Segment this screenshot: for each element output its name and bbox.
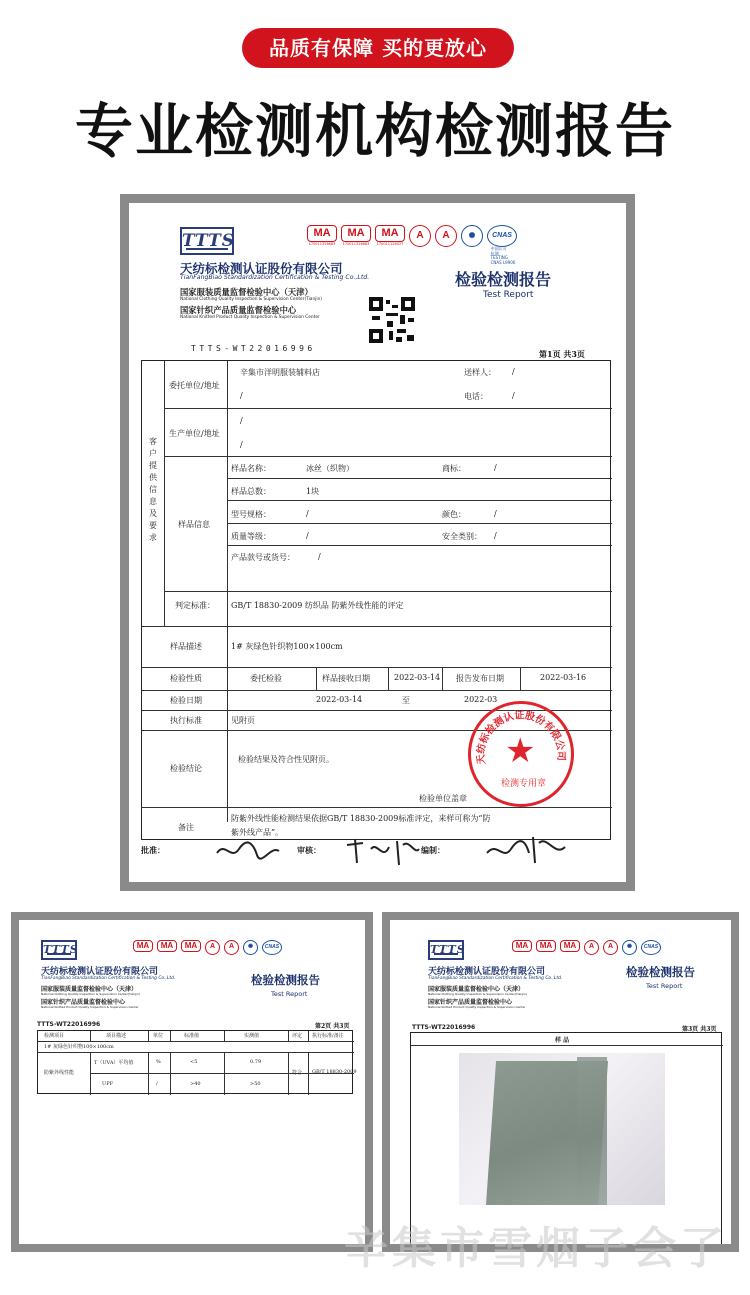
cma-badge: MA [181,940,201,952]
cma-badge: MA [560,940,580,952]
report-table [141,360,611,840]
exec-value: 见附页 [231,716,255,725]
customer-info-side-label: 客户提供信息及要求 [149,437,157,542]
model-label: 型号规格： [231,510,271,519]
standard-value: GB/T 18830-2009 纺织品 防紫外线性能的评定 [231,601,404,610]
report-title: 检验检测报告 [626,965,695,979]
cma-badge-1: MA 170011326683 [308,227,336,246]
center-1-name: 国家服装质量监督检验中心（天津） [41,986,138,993]
ttts-logo: TTTS [41,940,77,960]
compile-label: 编制： [421,845,445,855]
sample-header: 样 品 [555,1037,570,1044]
review-label: 审核： [297,845,321,855]
seal-label: 检验单位盖章 [419,794,467,803]
report-page-2 [19,920,365,1244]
company-name: 天纺标检测认证股份有限公司 [180,261,343,276]
company-name: 天纺标检测认证股份有限公司 [428,967,546,977]
phone-value: / [512,391,515,400]
promo-pill: 品质有保障 买的更放心 [242,28,514,68]
col-verdict: 评定 [292,1033,303,1039]
document-number: TTTS-WT22016996 [37,1021,101,1028]
remark-line-1: 防紫外线性能检测结果依据GB/T 18830-2009标准评定，来样可称为“防 [231,814,491,823]
ilac-icon: ✺ [243,940,258,955]
compile-signature [481,831,571,871]
issue-label: 报告发布日期 [456,674,504,683]
company-name-en: TianFangBiao Standardization Certification & Testing Co.,Ltd. [428,976,563,981]
cal-icon: A [435,225,457,247]
cnas-badge: CNAS [262,940,282,955]
center-2-name-en: National Knitted Product Quality Inspection & Supervision Center [428,1005,526,1009]
sample-info-label: 样品信息 [178,520,210,529]
item-uv: 防紫外线性能 [44,1070,75,1076]
report-subtitle: Test Report [271,990,308,998]
conclusion-label: 检验结论 [170,764,202,773]
center-2-name-en: National Knitted Product Quality Inspection & Supervision Center [180,315,320,320]
cal-icon: A [224,940,239,955]
sample-photo [459,1053,665,1205]
center-1-name-en: National Clothing Quality Inspection & Supervision Center(Tianjin) [180,297,322,302]
page-number: 第3页 共3页 [682,1026,717,1033]
remark-label: 备注 [178,823,194,832]
ttts-logo: TTTS [428,940,464,960]
center-1-name-en: National Clothing Quality Inspection & Supervision Center(Tianjin) [41,992,141,996]
row1-unit: % [156,1059,161,1065]
safety-label: 安全类别： [442,532,482,541]
page-title: 专业检测机构检测报告 [74,97,675,165]
cal-badge-2 [435,225,457,247]
ttts-logo: TTTS [180,227,234,255]
official-seal [468,701,574,807]
cal-badge-1 [409,225,431,247]
article-label: 产品款号或货号： [231,553,295,562]
exec-value: GB/T 18830-2009 [312,1069,357,1075]
report-page-1 [129,203,626,882]
shop-watermark: 辛集市雪烟子会了 [344,1223,728,1274]
remark-line-2: 紫外线产品”。 [231,828,284,837]
test-date-label: 检验日期 [170,696,202,705]
producer-label: 生产单位/地址 [169,429,220,438]
report-title: 检验检测报告 [251,973,320,987]
seal-star-icon: ★ [505,731,536,771]
grade-label: 质量等级： [231,532,271,541]
seal-bottom-text: 检测专用章 [501,779,547,789]
cal-icon: A [603,940,618,955]
verdict-value: 符合 [292,1070,303,1076]
center-2-name: 国家针织产品质量监督检验中心 [428,999,513,1006]
grade-value: / [306,531,309,540]
review-signature [343,835,423,871]
col-exec: 执行标准/备注 [312,1033,344,1039]
col-unit: 单位 [153,1033,164,1039]
sample-name: 冰丝（织物） [306,464,354,473]
svg-text:天纺标检测认证股份有限公司: 天纺标检测认证股份有限公司 [475,710,567,765]
producer-name: / [240,416,243,425]
client-address: / [240,391,243,400]
row2-standard: >40 [190,1081,201,1087]
producer-address: / [240,440,243,449]
company-name: 天纺标检测认证股份有限公司 [41,967,159,977]
center-2-name: 国家针织产品质量监督检验中心 [41,999,126,1006]
cnas-badge: CNAS [641,940,661,955]
qr-code [369,297,415,343]
sample-row: 1# 灰绿色针织物100×100cm [44,1044,114,1050]
sample-name-label: 样品名称： [231,464,271,473]
report-page-1-frame [120,194,635,891]
issue-value: 2022-03-16 [540,673,587,682]
report-page-3-frame [382,912,739,1252]
approve-label: 批准： [141,845,165,855]
nature-label: 检验性质 [170,674,202,683]
client-name: 辛集市洋明服装辅料店 [240,368,320,377]
col-test-item: 检测项目 [44,1033,65,1039]
report-subtitle: Test Report [646,982,683,990]
row2-unit: / [156,1081,158,1087]
approve-signature [213,837,283,871]
ilac-icon: ✺ [622,940,637,955]
test-date-to: 2022-03 [464,695,498,704]
cnas-badge: CNAS 中国认可 检测 TESTING CNAS L9906 [487,225,517,265]
col-standard: 标准值 [184,1033,200,1039]
received-label: 样品接收日期 [322,674,370,683]
received-value: 2022-03-14 [394,673,441,682]
company-name-en: TianFangBiao Standardization Certification & Testing Co.,Ltd. [180,274,370,281]
cma-badge: MA [512,940,532,952]
ilac-badge [461,225,483,247]
sample-count: 1块 [306,487,320,496]
document-number: TTTS-WT22016996 [412,1024,476,1031]
center-1-name: 国家服装质量监督检验中心（天津） [180,287,313,297]
company-name-en: TianFangBiao Standardization Certification & Testing Co.,Ltd. [41,976,176,981]
col-measured: 实测值 [244,1033,260,1039]
test-date-from: 2022-03-14 [316,695,363,704]
nature-value: 委托检验 [250,674,282,683]
cma-badge: MA [157,940,177,952]
exec-label: 执行标准 [170,716,202,725]
center-1-name-en: National Clothing Quality Inspection & Supervision Center(Tianjin) [428,992,528,996]
ilac-icon: ✺ [461,225,483,247]
page-number: 第1页 共3页 [539,349,585,359]
description-label: 样品描述 [170,642,202,651]
sender-label: 送样人： [464,368,496,377]
report-page-3 [390,920,731,1244]
page-number: 第2页 共3页 [315,1023,350,1030]
document-number: TTTS-WT22016996 [191,344,316,353]
sender-value: / [512,367,515,376]
cal-icon: A [409,225,431,247]
cma-badge-3: MA 17001112602T [376,227,404,246]
row1-desc: T（UVA）平均值 [94,1060,134,1066]
description-value: 1# 灰绿色针织物100×100cm [231,642,343,651]
report-page-2-frame [11,912,373,1252]
center-2-name: 国家针织产品质量监督检验中心 [180,305,297,315]
col-description: 项目描述 [106,1033,127,1039]
cal-icon: A [584,940,599,955]
row2-desc: UPF [102,1081,114,1087]
trademark-label: 商标： [442,464,466,473]
test-date-to-label: 至 [402,696,410,705]
color-value: / [494,509,497,518]
model-value: / [306,509,309,518]
cma-badge: MA [536,940,556,952]
center-2-name-en: National Knitted Product Quality Inspection & Supervision Center [41,1005,139,1009]
cal-icon: A [205,940,220,955]
row2-measured: >50 [250,1081,261,1087]
phone-label: 电话： [464,392,488,401]
report-title: 检验检测报告 [455,270,552,289]
cert-badges [512,940,665,955]
sample-count-label: 样品总数： [231,487,271,496]
safety-value: / [494,531,497,540]
conclusion-value: 检验结果及符合性见附页。 [238,755,334,764]
cert-badges [133,940,286,955]
article-value: / [318,552,321,561]
cma-badge-2: MA 170011326683 [342,227,370,246]
center-1-name: 国家服装质量监督检验中心（天津） [428,986,525,993]
row1-measured: 0.79 [250,1059,262,1065]
color-label: 颜色： [442,510,466,519]
row1-standard: <5 [190,1059,198,1065]
report-subtitle: Test Report [483,290,534,300]
client-label: 委托单位/地址 [169,381,220,390]
trademark-value: / [494,463,497,472]
cma-badge: MA [133,940,153,952]
results-table [37,1030,357,1094]
standard-label: 判定标准： [175,601,215,610]
